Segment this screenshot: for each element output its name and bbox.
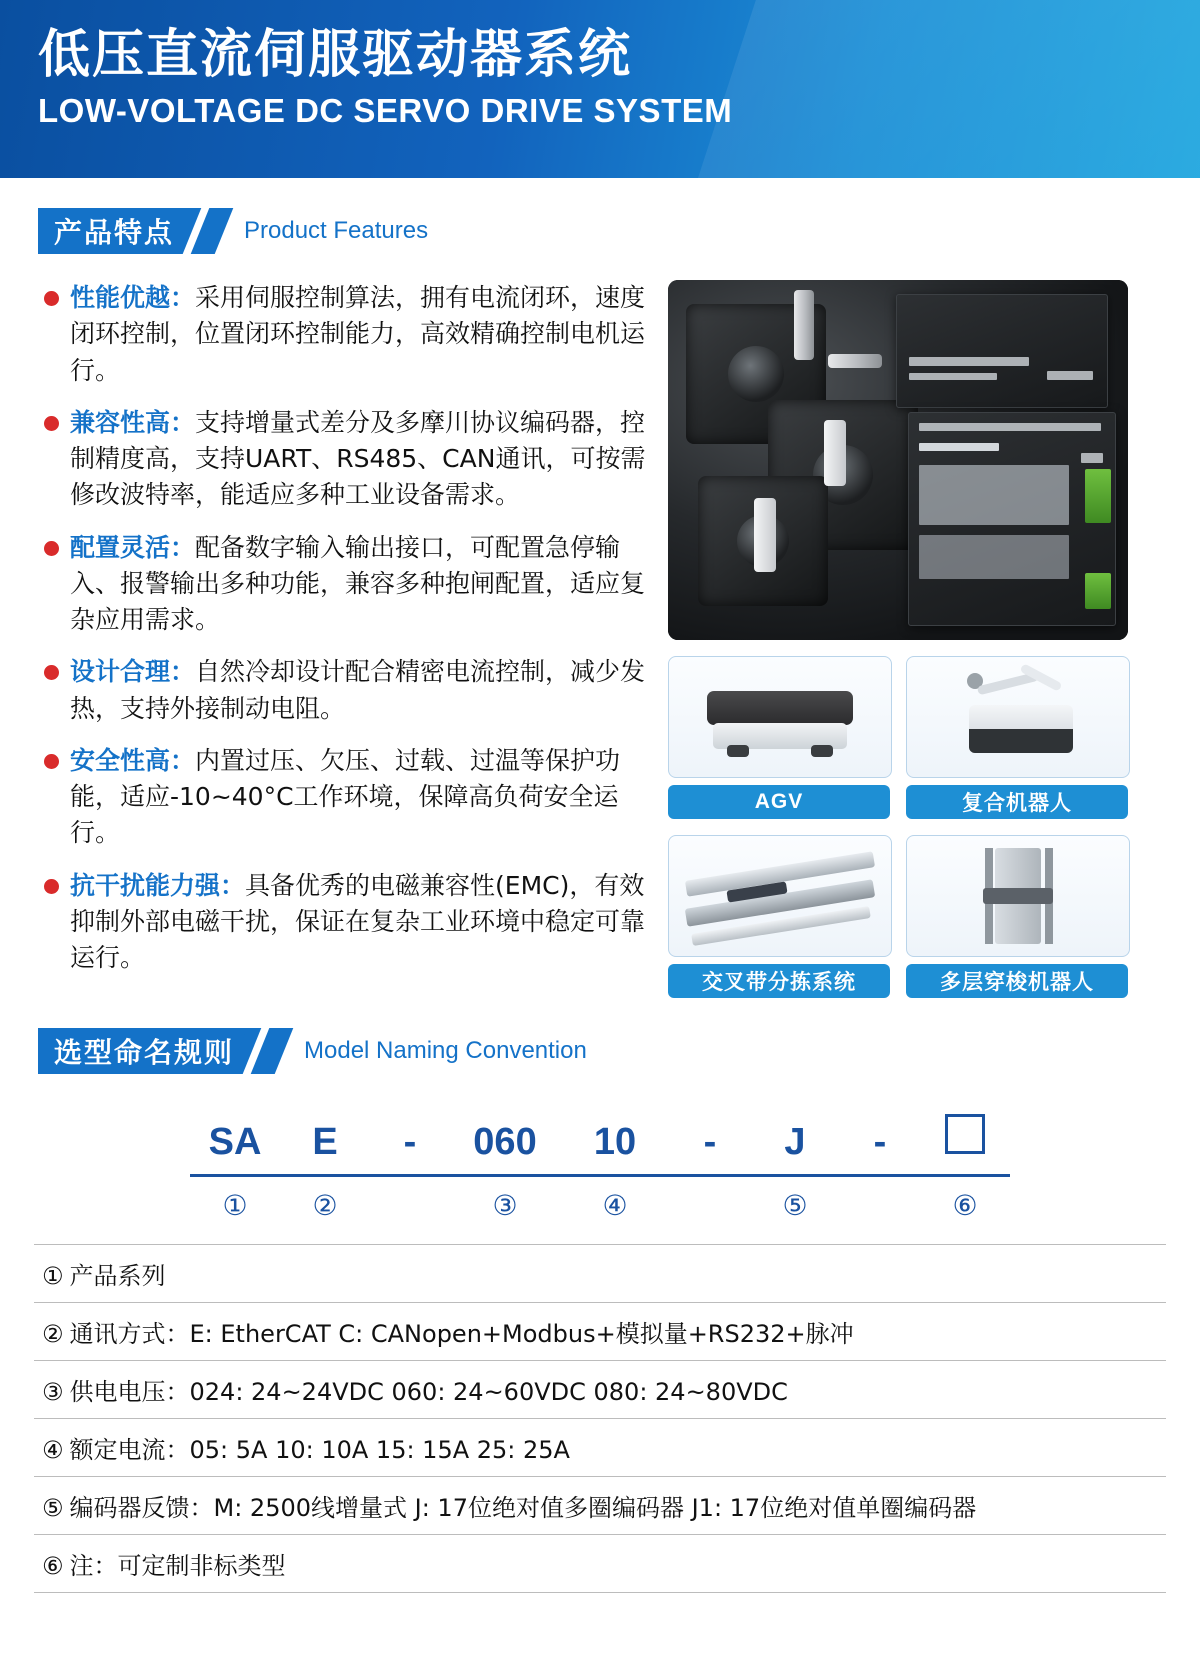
features-section <box>38 280 1162 998</box>
code-marker-6: ⑥ <box>952 1190 978 1221</box>
code-segment-series: SA <box>208 1121 262 1163</box>
composite-robot-image <box>906 656 1130 778</box>
section-title-en-naming: Model Naming Convention <box>304 1037 587 1064</box>
code-marker-1: ① <box>222 1190 248 1221</box>
row-index: ⑤ <box>42 1494 64 1522</box>
code-marker-4: ④ <box>602 1190 628 1221</box>
section-title-en-features: Product Features <box>244 217 429 244</box>
section-header-naming <box>38 1028 1200 1074</box>
code-segment-current: 10 <box>593 1121 637 1163</box>
feature-item <box>38 868 658 977</box>
code-segment-comm: E <box>312 1121 338 1163</box>
section-title-cn-naming: 选型命名规则 <box>38 1028 252 1074</box>
code-marker-3: ③ <box>492 1190 518 1221</box>
code-underline <box>190 1174 1010 1177</box>
agv-image <box>668 656 892 778</box>
product-media-column <box>668 280 1128 998</box>
feature-body: 具备优秀的电磁兼容性(EMC)，有效抑制外部电磁干扰，保证在复杂工业环境中稳定可靠运行。 <box>70 870 646 972</box>
table-row <box>34 1245 1166 1303</box>
feature-item <box>38 405 658 514</box>
row-text: 编码器反馈：M: 2500线增量式 J: 17位绝对值多圈编码器 J1: 17位绝对值单圈编码器 <box>69 1494 977 1522</box>
feature-lead: 设计合理： <box>70 657 196 687</box>
table-row <box>34 1419 1166 1477</box>
row-index: ③ <box>42 1378 64 1406</box>
row-text: 产品系列 <box>69 1262 166 1290</box>
feature-item <box>38 280 658 389</box>
shuttle-robot-image <box>906 835 1130 957</box>
row-index: ⑥ <box>42 1552 64 1580</box>
feature-item <box>38 530 658 639</box>
empty-box-icon <box>945 1114 985 1154</box>
feature-lead: 抗干扰能力强： <box>70 870 246 900</box>
application-item[interactable] <box>906 835 1128 998</box>
feature-lead: 安全性高： <box>70 745 196 775</box>
application-caption: 交叉带分拣系统 <box>668 964 890 998</box>
feature-body: 支持增量式差分及多摩川协议编码器，控制精度高，支持UART、RS485、CAN通讯，可按需修改波特率，能适应多种工业设备需求。 <box>70 407 646 510</box>
model-code-diagram <box>38 1108 1162 1226</box>
code-marker-2: ② <box>312 1190 338 1221</box>
section-header-features <box>38 208 1200 254</box>
feature-body: 采用伺服控制算法，拥有电流闭环，速度闭环控制，位置闭环控制能力，高效精确控制电机运行。 <box>70 283 646 385</box>
feature-item <box>38 743 658 852</box>
application-thumbnails <box>668 656 1128 998</box>
bullet-icon <box>44 879 59 894</box>
code-segment-voltage: 060 <box>473 1121 537 1163</box>
naming-description-table <box>34 1244 1166 1593</box>
code-dash-2: - <box>703 1121 717 1163</box>
application-item[interactable] <box>668 835 890 998</box>
feature-lead: 配置灵活： <box>70 532 196 562</box>
application-caption: 多层穿梭机器人 <box>906 964 1128 998</box>
table-row <box>34 1535 1166 1593</box>
application-item[interactable] <box>668 656 890 819</box>
row-text: 额定电流：05: 5A 10: 10A 15: 15A 25: 25A <box>69 1436 570 1464</box>
cross-belt-sorter-image <box>668 835 892 957</box>
product-photo <box>668 280 1128 640</box>
page-title-en: LOW-VOLTAGE DC SERVO DRIVE SYSTEM <box>38 91 733 129</box>
code-segment-encoder: J <box>784 1121 806 1163</box>
row-index: ② <box>42 1320 64 1348</box>
bullet-icon <box>44 416 59 431</box>
bullet-icon <box>44 665 59 680</box>
application-item[interactable] <box>906 656 1128 819</box>
application-caption: AGV <box>668 785 890 819</box>
table-row <box>34 1303 1166 1361</box>
feature-body: 内置过压、欠压、过载、过温等保护功能，适应-10~40°C工作环境，保障高负荷安全运行。 <box>70 745 621 848</box>
features-list <box>38 280 668 998</box>
code-marker-5: ⑤ <box>782 1190 808 1221</box>
feature-body: 配备数字输入输出接口，可配置急停输入、报警输出多种功能，兼容多种抱闸配置，适应复杂应用需求。 <box>70 532 646 634</box>
application-caption: 复合机器人 <box>906 785 1128 819</box>
page-header <box>0 0 1200 178</box>
feature-body: 自然冷却设计配合精密电流控制，减少发热，支持外接制动电阻。 <box>70 657 646 723</box>
row-index: ④ <box>42 1436 64 1464</box>
row-text: 通讯方式：E: EtherCAT C: CANopen+Modbus+模拟量+RS232+脉冲 <box>69 1320 854 1348</box>
code-dash-1: - <box>403 1121 417 1163</box>
page-title-cn: 低压直流伺服驱动器系统 <box>38 26 633 84</box>
bullet-icon <box>44 291 59 306</box>
bullet-icon <box>44 754 59 769</box>
section-title-cn-features: 产品特点 <box>38 208 192 254</box>
row-text: 供电电压：024: 24~24VDC 060: 24~60VDC 080: 24~80VDC <box>69 1378 788 1406</box>
table-row <box>34 1361 1166 1419</box>
row-text: 注：可定制非标类型 <box>69 1552 286 1580</box>
feature-lead: 性能优越： <box>70 283 196 312</box>
feature-item <box>38 654 658 727</box>
code-dash-3: - <box>873 1121 887 1163</box>
table-row <box>34 1477 1166 1535</box>
row-index: ① <box>42 1262 64 1290</box>
feature-lead: 兼容性高： <box>70 407 196 437</box>
code-segment-custom <box>920 1114 1010 1164</box>
bullet-icon <box>44 541 59 556</box>
